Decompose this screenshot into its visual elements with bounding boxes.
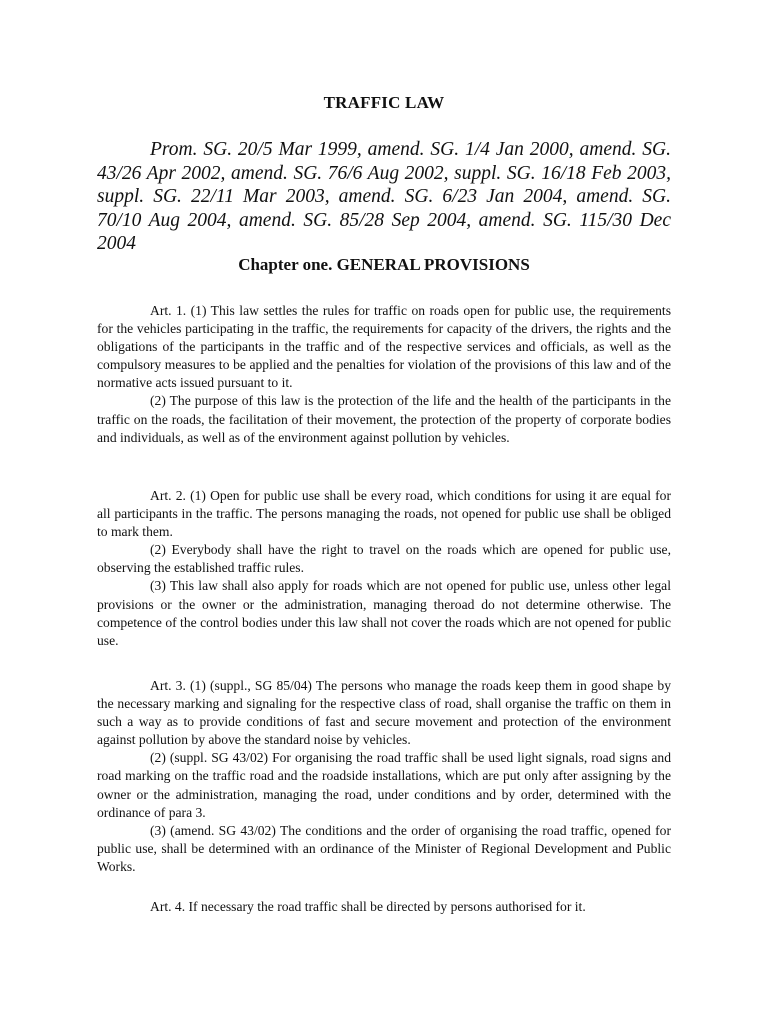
chapter-heading: Chapter one. GENERAL PROVISIONS — [238, 255, 530, 274]
article-3 — [97, 677, 671, 876]
article-1 — [97, 302, 671, 447]
document-title: TRAFFIC LAW — [323, 93, 445, 112]
article-4 — [97, 898, 671, 916]
article-2-paragraph-1: Art. 2. (1) Open for public use shall be every road, which conditions for using it are equal for all participants in the traffic. The persons managing the roads, not opened for public use shall be obliged to mark them. — [97, 488, 671, 540]
promulgation-note: Prom. SG. 20/5 Mar 1999, amend. SG. 1/4 Jan 2000, amend. SG. 43/26 Apr 2002, amend. SG. 76/6 Aug 2002, suppl. SG. 16/18 Feb 2003, suppl. SG. 22/11 Mar 2003, amend. SG. 6/23 Jan 2004, amend. SG. 70/10 Aug 2004, amend. SG. 85/28 Sep 2004, amend. SG. 115/30 Dec 2004 — [97, 139, 671, 254]
article-4-paragraph-1: Art. 4. If necessary the road traffic shall be directed by persons authorised for it. — [150, 899, 586, 914]
article-3-paragraph-3: (3) (amend. SG 43/02) The conditions and the order of organising the road traffic, opened for public use, shall be determined with an ordinance of the Minister of Regional Development and Public Works. — [97, 822, 671, 874]
article-2 — [97, 487, 671, 650]
article-2-paragraph-3: (3) This law shall also apply for roads which are not opened for public use, unless other legal provisions or the owner or the administration, managing theroad do not determine otherwise. The competence of the control bodies under this law shall not cover the roads which are not opened for public use. — [97, 578, 671, 648]
article-1-paragraph-2: (2) The purpose of this law is the protection of the life and the health of the participants in the traffic on the roads, the facilitation of their movement, the protection of the property of corporate bodies and individuals, as well as of the environment against pollution by vehicles. — [97, 393, 671, 445]
article-1-paragraph-1: Art. 1. (1) This law settles the rules for traffic on roads open for public use, the requirements for the vehicles participating in the traffic, the requirements for capacity of the drivers, the rights and the obligations of the participants in the traffic and of the respective services and officials, as well as the compulsory measures to be applied and the penalties for violation of the provisions of this law and of the normative acts issued pursuant to it. — [97, 303, 671, 391]
article-3-paragraph-1: Art. 3. (1) (suppl., SG 85/04) The persons who manage the roads keep them in good shape by the necessary marking and signaling for the respective class of road, shall organise the traffic on them in such a way as to provide conditions of fast and secure movement and protection of the environment against pollution by above the standard noise by vehicles. — [97, 678, 671, 748]
article-3-paragraph-2: (2) (suppl. SG 43/02) For organising the road traffic shall be used light signals, road signs and road marking on the traffic road and the roadside installations, which are put only after assigning by the owner or the administration, managing the road, under conditions and by order, determined with the ordinance of para 3. — [97, 750, 671, 820]
article-2-paragraph-2: (2) Everybody shall have the right to travel on the roads which are opened for public use, observing the established traffic rules. — [97, 542, 671, 576]
